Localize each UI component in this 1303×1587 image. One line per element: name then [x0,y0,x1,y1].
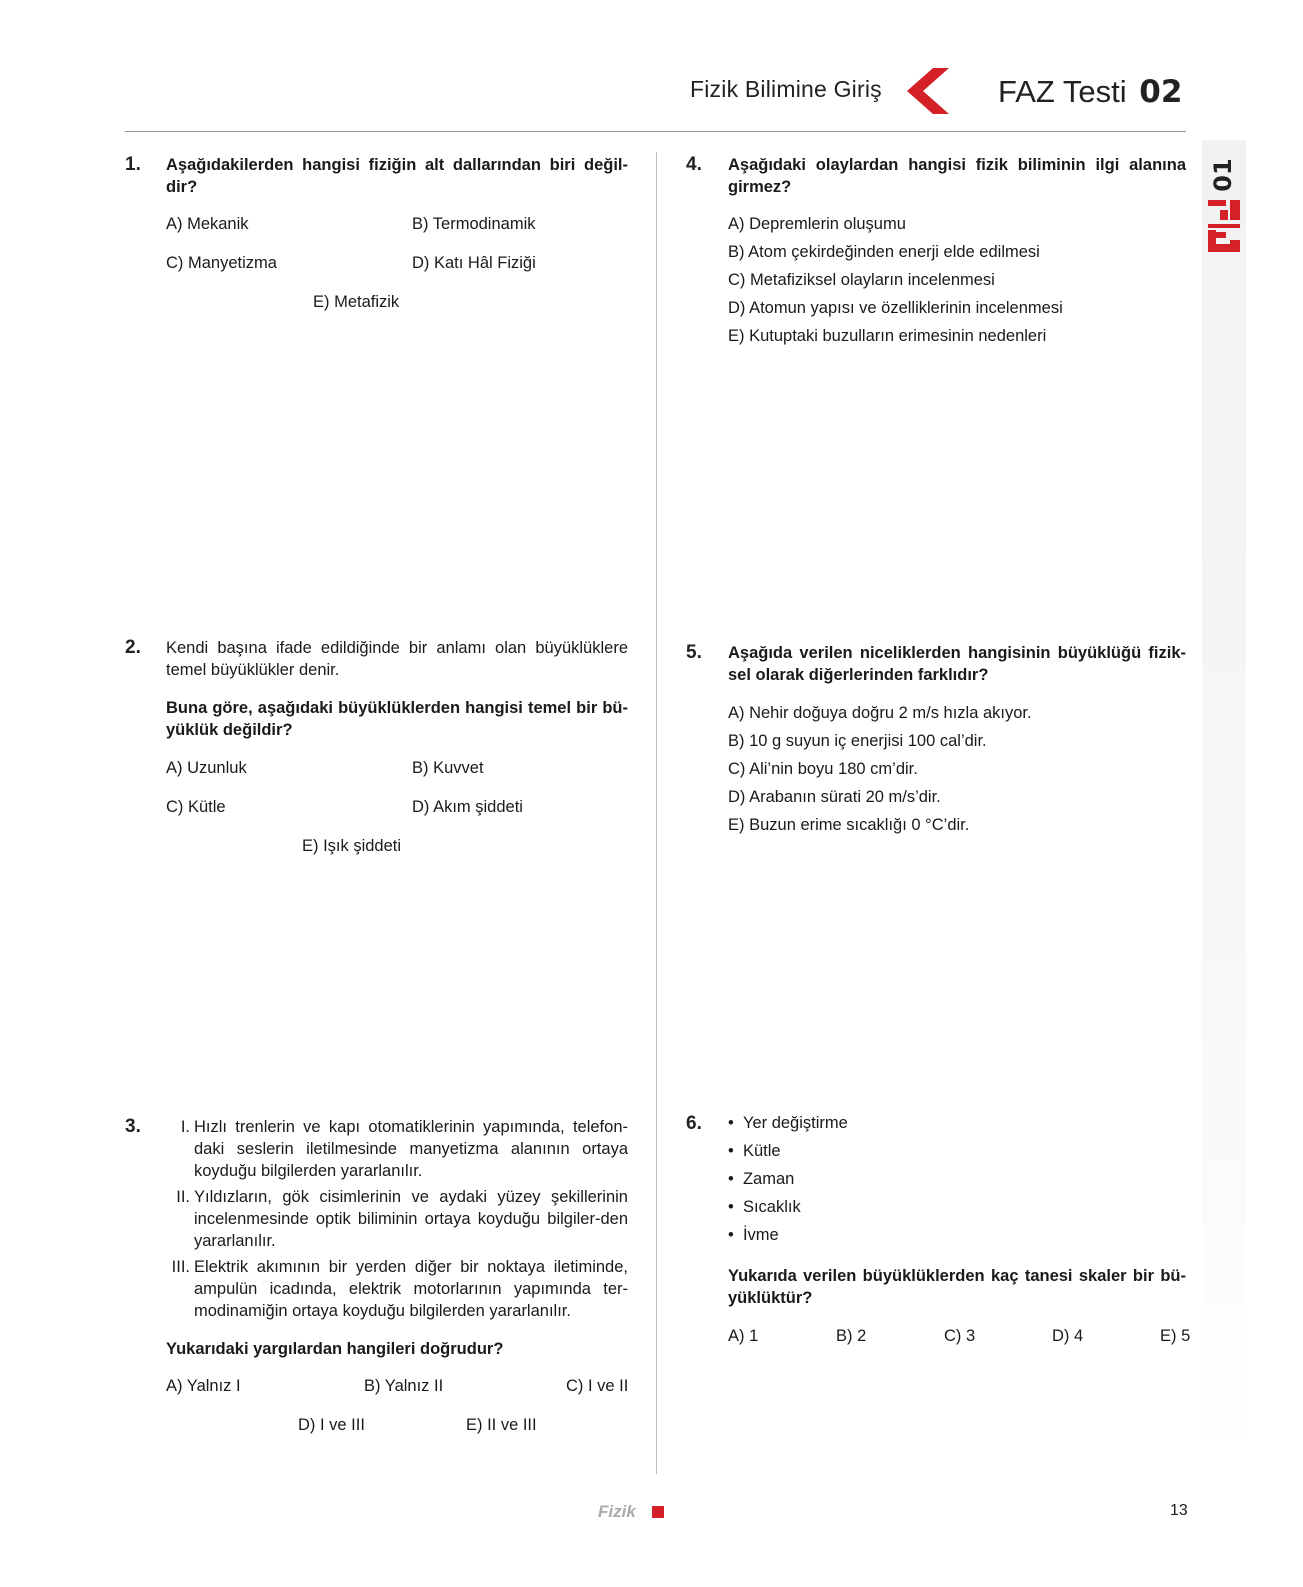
footer-subject: Fizik [598,1502,636,1521]
question-2-option-b[interactable]: B) Kuvvet [412,759,484,777]
list-item: • İvme [728,1226,779,1244]
question-1-option-e[interactable]: E) Metafizik [313,293,400,311]
faz-logo-icon [1208,200,1240,252]
list-item: • Yer değiştirme [728,1114,848,1132]
header-divider [125,131,1186,132]
question-3-number: 3. [125,1116,141,1137]
question-5-option-c[interactable]: C) Ali’nin boyu 180 cm’dir. [728,760,918,778]
question-2-option-a[interactable]: A) Uzunluk [166,759,247,777]
question-1-text: Aşağıdakilerden hangisi fiziğin alt dallarından biri değil-dir? [166,156,628,196]
question-2-option-e[interactable]: E) Işık şiddeti [302,837,402,855]
chapter-title: Fizik Bilimine Giriş [690,76,882,102]
chevron-left-icon [905,68,949,114]
question-5-option-b[interactable]: B) 10 g suyun iç enerjisi 100 cal’dir. [728,732,987,750]
statement-text: Hızlı trenlerin ve kapı otomatiklerinin yapımında, telefon-daki seslerin iletilmesinde manyetizma alanının ortaya koyduğu bilgilerden yararlanılır. [194,1118,628,1180]
question-4-option-b[interactable]: B) Atom çekirdeğinden enerji elde edilmesi [728,243,1040,261]
statement-text: Yıldızların, gök cisimlerinin ve aydaki yüzey şekillerinin incelenmesinde optik biliminin ortaya koyduğu bilgiler-den yararlanılır. [194,1188,628,1250]
question-3-statement-1 [160,1116,628,1182]
question-3-statement-3 [160,1256,628,1322]
question-2-text: Buna göre, aşağıdaki büyüklüklerden hangisi temel bir bü-yüklük değildir? [166,699,628,739]
question-6-option-b[interactable]: B) 2 [836,1327,867,1345]
question-1-number: 1. [125,154,141,175]
question-1-option-d[interactable]: D) Katı Hâl Fiziği [412,254,536,272]
test-title [998,74,1182,110]
question-6-number: 6. [686,1113,702,1134]
question-4-option-e[interactable]: E) Kutuptaki buzulların erimesinin nedenleri [728,327,1047,345]
question-5-option-e[interactable]: E) Buzun erime sıcaklığı 0 °C’dir. [728,816,970,834]
list-item: • Zaman [728,1170,795,1188]
statement-numeral: I. [180,1118,190,1136]
question-4-option-c[interactable]: C) Metafiziksel olayların incelenmesi [728,271,995,289]
question-6-option-e[interactable]: E) 5 [1160,1327,1191,1345]
question-2-option-d[interactable]: D) Akım şiddeti [412,798,523,816]
question-5-option-d[interactable]: D) Arabanın sürati 20 m/s’dir. [728,788,941,806]
question-5-option-a[interactable]: A) Nehir doğuya doğru 2 m/s hızla akıyor. [728,704,1032,722]
question-2-option-c[interactable]: C) Kütle [166,798,226,816]
question-2-intro: Kendi başına ifade edildiğinde bir anlamı olan büyüklüklere temel büyüklükler denir. [166,639,628,679]
list-item: • Kütle [728,1142,781,1160]
question-5-text: Aşağıda verilen niceliklerden hangisinin büyüklüğü fizik-sel olarak diğerlerinden farklıdır? [728,644,1186,684]
question-6-option-a[interactable]: A) 1 [728,1327,759,1345]
question-4-number: 4. [686,154,702,175]
question-3-text: Yukarıdaki yargılardan hangileri doğrudur? [166,1340,504,1358]
column-divider [656,152,657,1474]
question-1-option-c[interactable]: C) Manyetizma [166,254,277,272]
question-6-option-d[interactable]: D) 4 [1052,1327,1084,1345]
question-6-text: Yukarıda verilen büyüklüklerden kaç tanesi skaler bir bü-yüklüktür? [728,1267,1186,1307]
question-3-statement-2 [160,1186,628,1252]
page-number: 13 [1170,1502,1188,1519]
question-3-option-d[interactable]: D) I ve III [298,1416,365,1434]
question-4-text: Aşağıdaki olaylardan hangisi fizik biliminin ilgi alanına girmez? [728,156,1186,196]
test-label: FAZ Testi [998,74,1127,109]
test-number: 02 [1139,74,1183,110]
svg-text:01: 01 [1209,158,1237,192]
question-1-option-b[interactable]: B) Termodinamik [412,215,536,233]
statement-text: Elektrik akımının bir yerden diğer bir noktaya iletiminde, ampulün icadında, elektrik motorlarının yapımında ter-modinamiğin ortaya koyduğu bilgilerden yararlanılır. [194,1258,628,1320]
question-2-number: 2. [125,637,141,658]
question-5-number: 5. [686,642,702,663]
question-6-option-c[interactable]: C) 3 [944,1327,976,1345]
question-3-option-a[interactable]: A) Yalnız I [166,1377,241,1395]
footer-square-icon [652,1506,664,1518]
side-tab [1202,140,1246,1460]
question-1-option-a[interactable]: A) Mekanik [166,215,249,233]
question-3-option-c[interactable]: C) I ve II [566,1377,629,1395]
question-3-option-e[interactable]: E) II ve III [466,1416,537,1434]
list-item: • Sıcaklık [728,1198,801,1216]
question-4-option-a[interactable]: A) Depremlerin oluşumu [728,215,906,233]
question-3-option-b[interactable]: B) Yalnız II [364,1377,444,1395]
statement-numeral: III. [171,1258,190,1276]
side-tab-number [1206,150,1240,200]
statement-numeral: II. [176,1188,190,1206]
question-4-option-d[interactable]: D) Atomun yapısı ve özelliklerinin incelenmesi [728,299,1063,317]
